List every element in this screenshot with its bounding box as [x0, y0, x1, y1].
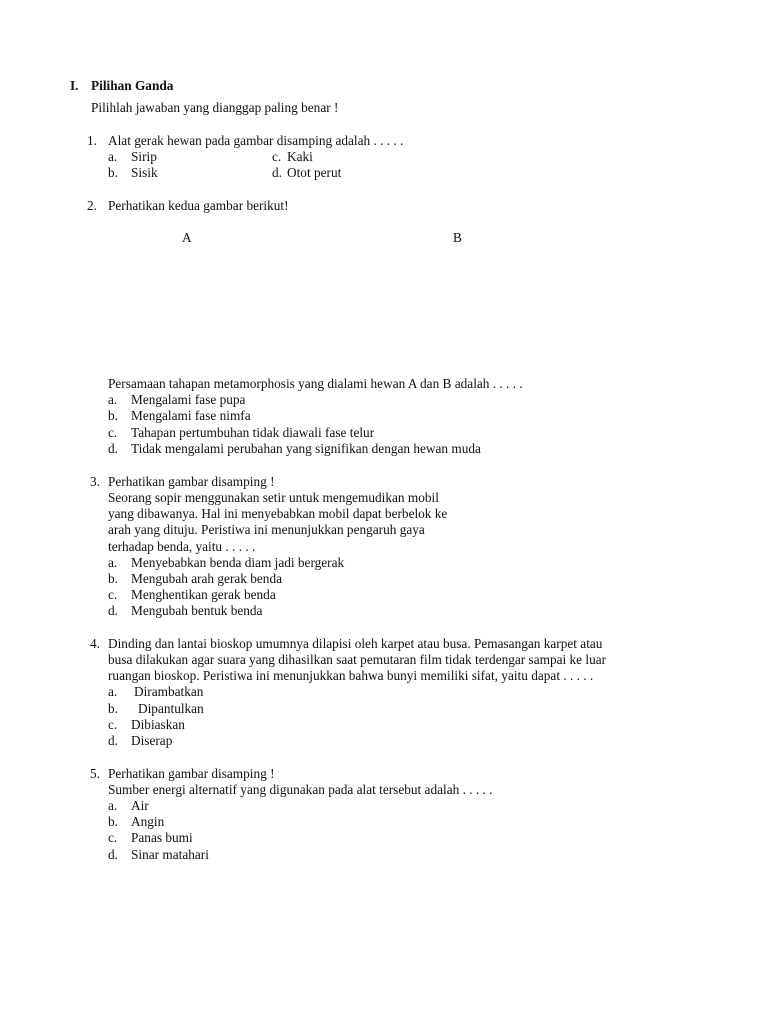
q3-option-a-letter: a.	[108, 555, 118, 570]
q2-option-a-letter: a.	[108, 392, 118, 407]
section-instruction: Pilihlah jawaban yang dianggap paling benar !	[91, 100, 339, 115]
q3-option-c-letter: c.	[108, 587, 118, 602]
question-2-question: Persamaan tahapan metamorphosis yang dialami hewan A dan B adalah . . . . .	[108, 376, 523, 391]
q4-option-d-letter: d.	[108, 733, 118, 748]
q5-option-d-letter: d.	[108, 847, 118, 862]
question-3-line-2: Seorang sopir menggunakan setir untuk mengemudikan mobil	[108, 490, 439, 505]
q5-option-b-text: Angin	[131, 814, 165, 829]
q4-option-d-text: Diserap	[131, 733, 173, 748]
q5-option-d-text: Sinar matahari	[131, 847, 209, 862]
question-3-line-1: Perhatikan gambar disamping !	[108, 474, 275, 489]
question-4-line-2: busa dilakukan agar suara yang dihasilkan saat pemutaran film tidak terdengar sampai ke luar	[108, 652, 607, 667]
q3-option-b-letter: b.	[108, 571, 118, 586]
q5-option-c-text: Panas bumi	[131, 830, 193, 845]
question-5-line-1: Perhatikan gambar disamping !	[108, 766, 275, 781]
question-2-number: 2.	[87, 198, 97, 213]
q1-option-b-text: Sisik	[131, 165, 158, 180]
q1-option-d-letter: d.	[272, 165, 282, 180]
q4-option-b-text: Dipantulkan	[138, 701, 204, 716]
q5-option-b-letter: b.	[108, 814, 118, 829]
q3-option-a-text: Menyebabkan benda diam jadi bergerak	[131, 555, 345, 570]
q2-option-a-text: Mengalami fase pupa	[131, 392, 246, 407]
question-4-line-1: Dinding dan lantai bioskop umumnya dilapisi oleh karpet atau busa. Pemasangan karpet atau	[108, 636, 603, 651]
q2-option-c-letter: c.	[108, 425, 118, 440]
q1-option-a-text: Sirip	[131, 149, 157, 164]
section-title: Pilihan Ganda	[91, 78, 174, 93]
question-2-text: Perhatikan kedua gambar berikut!	[108, 198, 289, 213]
q4-option-a-text: Dirambatkan	[134, 684, 204, 699]
q2-option-d-text: Tidak mengalami perubahan yang signifikan dengan hewan muda	[131, 441, 481, 456]
q2-option-b-text: Mengalami fase nimfa	[131, 408, 251, 423]
question-4-number: 4.	[90, 636, 100, 651]
q4-option-c-letter: c.	[108, 717, 118, 732]
q5-option-a-text: Air	[131, 798, 149, 813]
q4-option-a-letter: a.	[108, 684, 118, 699]
q3-option-b-text: Mengubah arah gerak benda	[131, 571, 282, 586]
question-5-number: 5.	[90, 766, 100, 781]
q4-option-c-text: Dibiaskan	[131, 717, 185, 732]
q5-option-a-letter: a.	[108, 798, 118, 813]
image-label-b: B	[453, 230, 462, 245]
q2-option-b-letter: b.	[108, 408, 118, 423]
question-3-line-5: terhadap benda, yaitu . . . . .	[108, 539, 256, 554]
q3-option-d-letter: d.	[108, 603, 118, 618]
q2-option-d-letter: d.	[108, 441, 118, 456]
q3-option-c-text: Menghentikan gerak benda	[131, 587, 276, 602]
question-4-line-3: ruangan bioskop. Peristiwa ini menunjukkan bahwa bunyi memiliki sifat, yaitu dapat . . . . .	[108, 668, 594, 683]
q5-option-c-letter: c.	[108, 830, 118, 845]
q1-option-b-letter: b.	[108, 165, 118, 180]
q4-option-b-letter: b.	[108, 701, 118, 716]
question-5-line-2: Sumber energi alternatif yang digunakan pada alat tersebut adalah . . . . .	[108, 782, 493, 797]
q1-option-c-text: Kaki	[287, 149, 313, 164]
section-number: I.	[70, 78, 79, 93]
q3-option-d-text: Mengubah bentuk benda	[131, 603, 263, 618]
q1-option-c-letter: c.	[272, 149, 282, 164]
q2-option-c-text: Tahapan pertumbuhan tidak diawali fase telur	[131, 425, 375, 440]
question-1-number: 1.	[87, 133, 97, 148]
question-3-line-4: arah yang dituju. Peristiwa ini menunjukkan pengaruh gaya	[108, 522, 425, 537]
q1-option-a-letter: a.	[108, 149, 118, 164]
question-3-line-3: yang dibawanya. Hal ini menyebabkan mobil dapat berbelok ke	[108, 506, 448, 521]
question-1-text: Alat gerak hewan pada gambar disamping adalah . . . . .	[108, 133, 404, 148]
question-3-number: 3.	[90, 474, 100, 489]
image-label-a: A	[182, 230, 192, 245]
q1-option-d-text: Otot perut	[287, 165, 342, 180]
